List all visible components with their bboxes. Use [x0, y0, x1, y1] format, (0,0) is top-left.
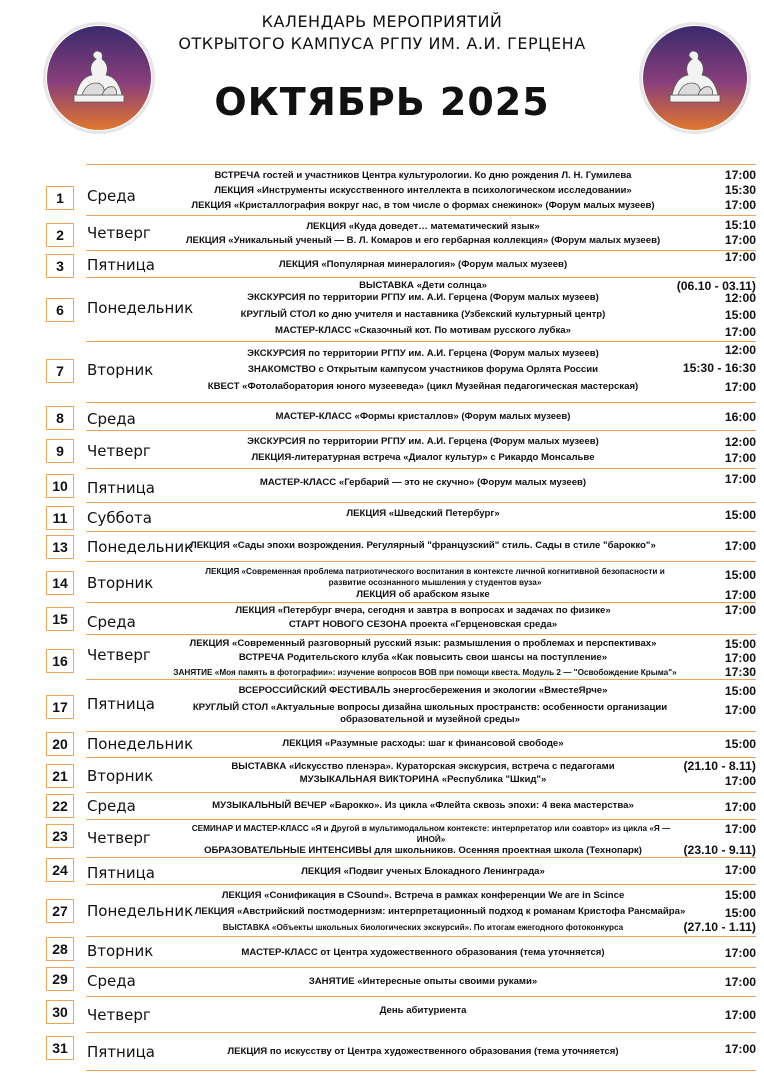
- event-text: ВЫСТАВКА «Искусство пленэра». Кураторская экскурсия, встреча с педагогами: [231, 761, 615, 772]
- event-text: ЛЕКЦИЯ «Австрийский постмодернизм: интерпретационный подход к романам Кристофа Рансмайра»: [194, 906, 686, 917]
- event-text: МУЗЫКАЛЬНЫЙ ВЕЧЕР «Барокко». Из цикла «Флейта сквозь эпохи: 4 века мастерства»: [212, 800, 634, 811]
- day-number: 13: [46, 535, 74, 559]
- event-text: ЛЕКЦИЯ «Разумные расходы: шаг к финансовой свободе»: [282, 738, 564, 749]
- separator-line: [86, 430, 756, 431]
- day-number: 17: [46, 695, 74, 719]
- event-time: 17:00: [724, 946, 756, 960]
- event-text: ЛЕКЦИЯ «Подвиг ученых Блокадного Ленинграда»: [301, 866, 545, 877]
- event-text: МАСТЕР-КЛАСС «Формы кристаллов» (Форум малых музеев): [275, 411, 571, 422]
- day-name: Четверг: [87, 442, 151, 460]
- event-time: 17:00: [724, 822, 756, 836]
- university-logo-left: [43, 22, 155, 134]
- day-name: Понедельник: [87, 538, 194, 556]
- event-time: 17:00: [724, 1042, 756, 1056]
- day-name: Пятница: [87, 479, 155, 497]
- separator-line: [86, 792, 756, 793]
- event-text: МАСТЕР-КЛАСС «Гербарий — это не скучно» (Форум малых музеев): [259, 477, 587, 488]
- day-number: 22: [46, 794, 74, 818]
- event-text: ЛЕКЦИЯ «Инструменты искусственного интеллекта в психологическом исследовании»: [214, 185, 632, 196]
- day-number: 27: [46, 899, 74, 923]
- day-number: 20: [46, 732, 74, 756]
- event-time: 17:00: [724, 233, 756, 247]
- event-time: 15:00: [724, 637, 756, 651]
- separator-line: [86, 884, 756, 885]
- event-time: 15:00: [724, 737, 756, 751]
- event-time: 17:00: [724, 250, 756, 264]
- day-number: 30: [46, 1000, 74, 1024]
- event-time: (06.10 - 03.11): [676, 279, 756, 293]
- day-name: Пятница: [87, 695, 155, 713]
- event-time: 15:00: [724, 308, 756, 322]
- separator-line: [86, 468, 756, 469]
- event-text: ВЫСТАВКА «Дети солнца»: [359, 280, 487, 291]
- day-number: 23: [46, 824, 74, 848]
- event-text: ЛЕКЦИЯ-литературная встреча «Диалог культур» с Рикардо Монсальве: [251, 452, 595, 463]
- day-number: 1: [46, 186, 74, 210]
- month-title: ОКТЯБРЬ 2025: [214, 80, 550, 124]
- event-time: 15:00: [724, 684, 756, 698]
- separator-line: [86, 967, 756, 968]
- event-text: ЛЕКЦИЯ «Шведский Петербург»: [346, 508, 500, 519]
- event-time: 17:00: [724, 1008, 756, 1022]
- event-time: 15:10: [724, 218, 756, 232]
- day-number: 31: [46, 1036, 74, 1060]
- event-text: МУЗЫКАЛЬНАЯ ВИКТОРИНА «Республика "Шкид"»: [299, 774, 547, 785]
- day-number: 2: [46, 223, 74, 247]
- event-time: 17:30: [724, 665, 756, 679]
- separator-line: [86, 602, 756, 603]
- event-text: ЗАНЯТИЕ «Интересные опыты своими руками»: [308, 976, 538, 987]
- separator-line: [86, 634, 756, 635]
- day-name: Вторник: [87, 574, 154, 592]
- day-number: 10: [46, 474, 74, 498]
- event-time: (27.10 - 1.11): [683, 920, 756, 934]
- day-name: Среда: [87, 410, 136, 428]
- event-text: ЛЕКЦИЯ «Петербург вчера, сегодня и завтра в вопросах и задачах по физике»: [235, 605, 611, 616]
- event-text: ВСТРЕЧА Родительского клуба «Как повысить свои шансы на поступление»: [238, 652, 608, 663]
- separator-line: [86, 679, 756, 680]
- day-name: Среда: [87, 797, 136, 815]
- separator-line: [86, 996, 756, 997]
- separator-line: [86, 277, 756, 278]
- day-name: Среда: [87, 187, 136, 205]
- day-number: 24: [46, 858, 74, 882]
- event-text: ОБРАЗОВАТЕЛЬНЫЕ ИНТЕНСИВЫ для школьников. Осенняя проектная школа (Технопарк): [204, 845, 642, 856]
- event-time: 17:00: [724, 651, 756, 665]
- event-time: 12:00: [724, 291, 756, 305]
- day-name: Понедельник: [87, 735, 194, 753]
- event-text: ЛЕКЦИЯ «Популярная минералогия» (Форум малых музеев): [278, 259, 568, 270]
- event-text: МАСТЕР-КЛАСС «Сказочный кот. По мотивам русского лубка»: [275, 325, 571, 336]
- event-time: 15:30 - 16:30: [682, 361, 756, 375]
- day-number: 8: [46, 406, 74, 430]
- event-text: День абитуриента: [379, 1005, 467, 1016]
- event-text: ЗАНЯТИЕ «Моя память в фотографии»: изучение вопросов ВОВ при помощи квеста. Модуль 2 — "Освобождение Крыма"»: [173, 668, 677, 677]
- day-number: 28: [46, 937, 74, 961]
- event-time: 17:00: [724, 198, 756, 212]
- day-number: 16: [46, 649, 74, 673]
- event-text: КВЕСТ «Фотолаборатория юного музееведа» (цикл Музейная педагогическая мастерская): [207, 381, 639, 392]
- day-name: Пятница: [87, 864, 155, 882]
- event-text: ЭКСКУРСИЯ по территории РГПУ им. А.И. Герцена (Форум малых музеев): [247, 348, 599, 359]
- separator-line: [86, 857, 756, 858]
- event-time: 12:00: [724, 435, 756, 449]
- event-time: 17:00: [724, 472, 756, 486]
- event-text: КРУГЛЫЙ СТОЛ «Актуальные вопросы дизайна школьных пространств: особенности организации образовательной и музейной среды»: [192, 702, 668, 725]
- event-text: ЛЕКЦИЯ по искусству от Центра художественного образования (тема уточняется): [227, 1046, 619, 1057]
- event-text: ЛЕКЦИЯ «Куда доведет… математический язык»: [306, 221, 540, 232]
- day-name: Вторник: [87, 361, 154, 379]
- event-text: ЛЕКЦИЯ «Сонификация в CSound». Встреча в рамках конференции We are in Scince: [221, 890, 625, 901]
- separator-line: [86, 819, 756, 820]
- event-text: ВЫСТАВКА «Объекты школьных биологических экскурсий». По итогам ежегодного фотоконкурса: [222, 923, 624, 932]
- event-text: СТАРТ НОВОГО СЕЗОНА проекта «Герценовская среда»: [288, 619, 558, 630]
- event-time: 15:00: [724, 508, 756, 522]
- event-time: 15:30: [724, 183, 756, 197]
- event-text: КРУГЛЫЙ СТОЛ ко дню учителя и наставника (Узбекский культурный центр): [240, 309, 606, 320]
- day-number: 29: [46, 967, 74, 991]
- event-time: (23.10 - 9.11): [683, 843, 756, 857]
- day-number: 3: [46, 254, 74, 278]
- separator-line: [86, 731, 756, 732]
- event-time: 17:00: [724, 588, 756, 602]
- event-text: ЛЕКЦИЯ «Кристаллография вокруг нас, в том числе о формах снежинок» (Форум малых музеев): [191, 200, 655, 211]
- day-name: Понедельник: [87, 902, 194, 920]
- event-time: 17:00: [724, 451, 756, 465]
- event-time: 17:00: [724, 168, 756, 182]
- event-time: 17:00: [724, 703, 756, 717]
- day-name: Среда: [87, 613, 136, 631]
- day-number: 9: [46, 439, 74, 463]
- day-number: 6: [46, 298, 74, 322]
- separator-line: [86, 250, 756, 251]
- day-name: Четверг: [87, 646, 151, 664]
- event-text: ЛЕКЦИЯ «Сады эпохи возрождения. Регулярный "французский" стиль. Сады в стиле "барокко"»: [190, 540, 656, 551]
- event-text: ВСЕРОССИЙСКИЙ ФЕСТИВАЛЬ энергосбережения и экологии «ВместеЯрче»: [238, 685, 608, 696]
- separator-line: [86, 402, 756, 403]
- day-number: 7: [46, 359, 74, 383]
- event-time: 12:00: [724, 343, 756, 357]
- separator-line: [86, 531, 756, 532]
- event-time: 17:00: [724, 380, 756, 394]
- event-time: (21.10 - 8.11): [683, 759, 756, 773]
- separator-line: [86, 561, 756, 562]
- event-time: 15:00: [724, 888, 756, 902]
- day-name: Пятница: [87, 256, 155, 274]
- event-time: 17:00: [724, 800, 756, 814]
- separator-line: [86, 936, 756, 937]
- event-time: 17:00: [724, 325, 756, 339]
- event-time: 17:00: [724, 863, 756, 877]
- event-text: ЭКСКУРСИЯ по территории РГПУ им. А.И. Герцена (Форум малых музеев): [247, 436, 599, 447]
- day-name: Вторник: [87, 767, 154, 785]
- day-number: 11: [46, 506, 74, 530]
- separator-line: [86, 341, 756, 342]
- day-name: Четверг: [87, 1006, 151, 1024]
- separator-line: [86, 1070, 756, 1071]
- event-time: 15:00: [724, 568, 756, 582]
- event-text: СЕМИНАР И МАСТЕР-КЛАСС «Я и Другой в мультимодальном контексте: интерпретатор или соавтор» из цикла «Я — ИНОЙ»: [191, 824, 671, 844]
- event-text: ЛЕКЦИЯ об арабском языке: [356, 589, 490, 600]
- calendar-title-line2: ОТКРЫТОГО КАМПУСА РГПУ ИМ. А.И. ГЕРЦЕНА: [178, 34, 586, 53]
- day-name: Вторник: [87, 942, 154, 960]
- event-text: ЛЕКЦИЯ «Уникальный ученый — В. Л. Комаров и его гербарная коллекция» (Форум малых музеев): [185, 235, 661, 246]
- day-name: Пятница: [87, 1043, 155, 1061]
- separator-line: [86, 215, 756, 216]
- university-logo-right: [639, 22, 751, 134]
- event-time: 17:00: [724, 774, 756, 788]
- day-name: Четверг: [87, 829, 151, 847]
- event-text: ЛЕКЦИЯ «Современный разговорный русский язык: размышления о проблемах и перспективах»: [189, 638, 657, 649]
- event-text: ВСТРЕЧА гостей и участников Центра культурологии. Ко дню рождения Л. Н. Гумилева: [214, 170, 632, 181]
- event-time: 17:00: [724, 603, 756, 617]
- day-name: Суббота: [87, 509, 152, 527]
- separator-line: [86, 1032, 756, 1033]
- day-number: 14: [46, 571, 74, 595]
- day-name: Понедельник: [87, 299, 194, 317]
- calendar-title-line1: КАЛЕНДАРЬ МЕРОПРИЯТИЙ: [261, 12, 503, 31]
- event-text: ЛЕКЦИЯ «Современная проблема патриотического воспитания в контексте личной когнитивной безопасности и развитие осознанного мышления у студентов вуза»: [205, 567, 665, 587]
- event-text: МАСТЕР-КЛАСС от Центра художественного образования (тема уточняется): [241, 947, 605, 958]
- separator-line: [86, 757, 756, 758]
- event-text: ЗНАКОМСТВО с Открытым кампусом участников форума Орлята России: [247, 364, 599, 375]
- day-number: 15: [46, 607, 74, 631]
- event-time: 17:00: [724, 539, 756, 553]
- day-number: 21: [46, 764, 74, 788]
- event-text: ЭКСКУРСИЯ по территории РГПУ им. А.И. Герцена (Форум малых музеев): [247, 292, 599, 303]
- separator-line: [86, 502, 756, 503]
- event-time: 15:00: [724, 906, 756, 920]
- day-name: Среда: [87, 972, 136, 990]
- event-time: 16:00: [724, 410, 756, 424]
- day-name: Четверг: [87, 224, 151, 242]
- separator-line: [86, 164, 756, 165]
- event-time: 17:00: [724, 975, 756, 989]
